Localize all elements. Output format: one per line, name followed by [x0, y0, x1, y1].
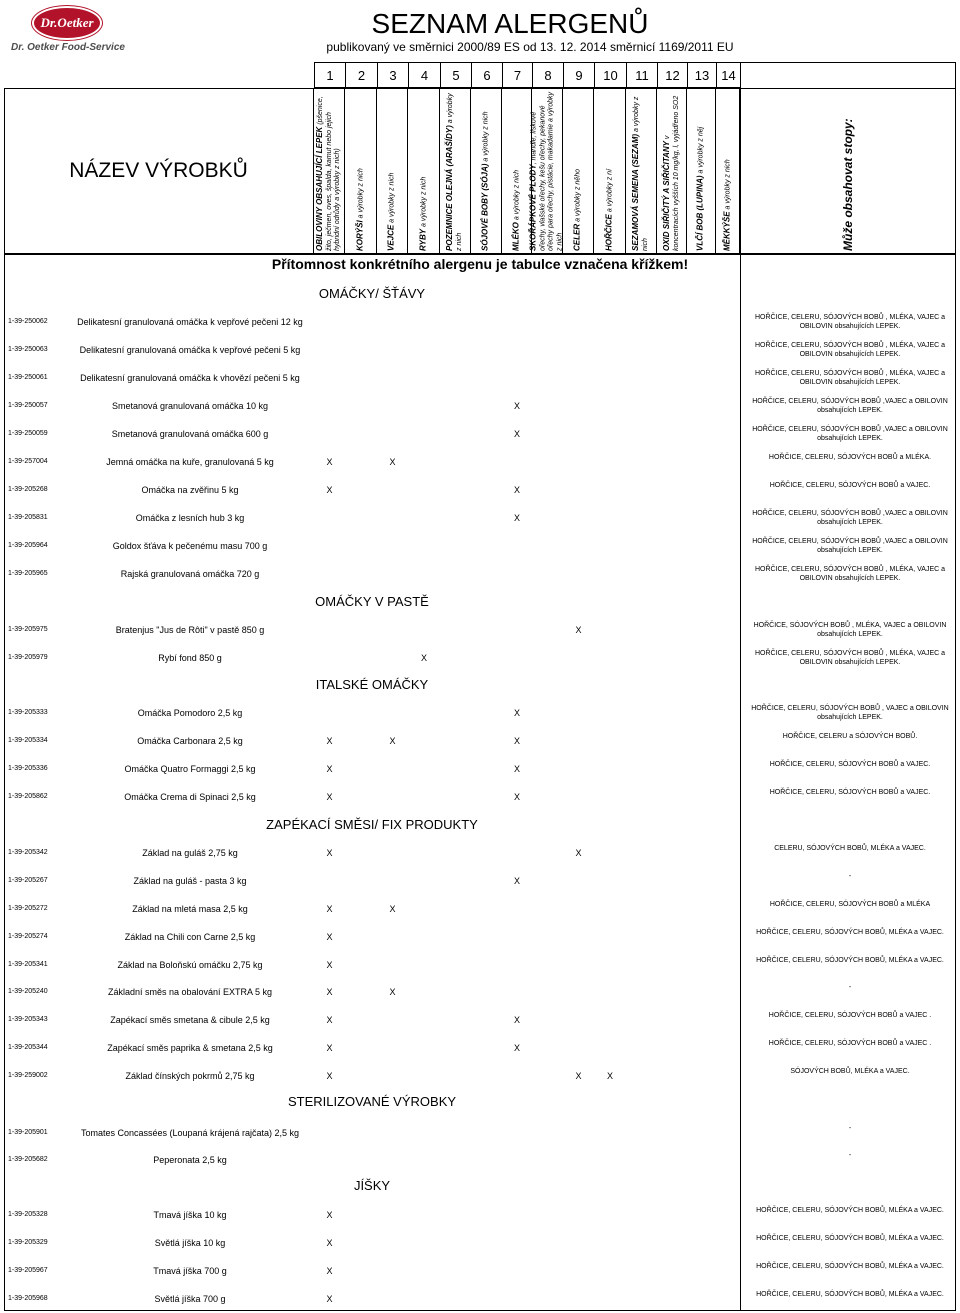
product-code: 1-39-205240: [8, 988, 48, 995]
product-name: Světlá jíška 10 kg: [154, 1238, 226, 1248]
brand-logo: [4, 4, 132, 56]
product-name: Rajská granulovaná omáčka 720 g: [120, 569, 260, 579]
product-code: 1-39-250059: [8, 430, 48, 437]
column-number: 13: [688, 63, 717, 87]
product-code: 1-39-205964: [8, 542, 48, 549]
traces-cell: HOŘČICE, CELERU, SÓJOVÝCH BOBŮ a VAJEC.: [769, 482, 931, 489]
allergen-mark: X: [326, 1210, 333, 1220]
product-name: Základ čínských pokrmů 2,75 kg: [125, 1071, 255, 1081]
product-code: 1-39-250063: [8, 346, 48, 353]
section-title: ZAPÉKACÍ SMĚSI/ FIX PRODUKTY: [266, 817, 478, 832]
product-name: Delikatesní granulovaná omáčka k vhovězí pečeni 5 kg: [80, 373, 300, 383]
product-name: Smetanová granulovaná omáčka 600 g: [111, 429, 269, 439]
traces-cell: SÓJOVÝCH BOBŮ, MLÉKA a VAJEC.: [790, 1068, 910, 1075]
product-name: Základ na guláš - pasta 3 kg: [133, 876, 247, 886]
section-title: ITALSKÉ OMÁČKY: [315, 677, 429, 692]
allergen-header: VEJCE a výrobky z nich: [377, 88, 408, 254]
allergen-mark: X: [420, 653, 427, 663]
product-name: Omáčka na zvěřinu 5 kg: [141, 485, 239, 495]
traces-cell: HOŘČICE, CELERU, SÓJOVÝCH BOBŮ , MLÉKA, VAJEC a OBILOVIN obsahujících LEPEK.: [754, 342, 946, 358]
allergen-mark: X: [326, 960, 333, 970]
product-name: Jemná omáčka na kuře, granulovaná 5 kg: [106, 457, 274, 467]
allergen-header: SEZAMOVÁ SEMENA (SEZAM) a výrobky z nich: [626, 88, 657, 254]
allergen-mark: X: [326, 904, 333, 914]
traces-cell: HOŘČICE, CELERU, SÓJOVÝCH BOBŮ a MLÉKA: [769, 901, 931, 908]
allergen-header: CELER a výrobky z něho: [563, 88, 594, 254]
column-number: 4: [409, 63, 441, 87]
product-name: Základ na mletá masa 2,5 kg: [132, 904, 248, 914]
column-number: 5: [441, 63, 472, 87]
column-number: 3: [378, 63, 409, 87]
allergen-mark: X: [513, 708, 520, 718]
allergen-mark: X: [389, 457, 396, 467]
allergen-mark: X: [326, 932, 333, 942]
allergen-mark: X: [326, 1266, 333, 1276]
product-name: Peperonata 2,5 kg: [153, 1155, 227, 1165]
product-name: Omáčka Carbonara 2,5 kg: [137, 736, 243, 746]
product-code: 1-39-205967: [8, 1267, 48, 1274]
logo-subtitle: Dr. Oetker Food-Service: [11, 42, 125, 53]
product-code: 1-39-205329: [8, 1239, 48, 1246]
allergen-mark: X: [513, 736, 520, 746]
traces-cell: HOŘČICE, CELERU, SÓJOVÝCH BOBŮ, MLÉKA a VAJEC.: [756, 1263, 944, 1270]
traces-cell: HOŘČICE, CELERU, SÓJOVÝCH BOBŮ , MLÉKA, VAJEC a OBILOVIN obsahujících LEPEK.: [754, 566, 946, 582]
product-code: 1-39-205334: [8, 737, 48, 744]
traces-cell: -: [848, 873, 852, 880]
product-code: 1-39-205343: [8, 1016, 48, 1023]
product-name: Omáčka z lesních hub 3 kg: [135, 513, 245, 523]
product-code: 1-39-205831: [8, 514, 48, 521]
allergen-mark: X: [326, 1071, 333, 1081]
allergen-mark: X: [326, 764, 333, 774]
product-name: Rybí fond 850 g: [158, 653, 222, 663]
product-code: 1-39-205272: [8, 905, 48, 912]
product-code: 1-39-205268: [8, 486, 48, 493]
traces-cell: HOŘČICE, CELERU, SÓJOVÝCH BOBŮ a VAJEC.: [769, 761, 931, 768]
traces-cell: HOŘČICE, SÓJOVÝCH BOBŮ , MLÉKA, VAJEC a OBILOVIN obsahujících LEPEK.: [753, 622, 947, 638]
traces-cell: HOŘČICE, CELERU, SÓJOVÝCH BOBŮ a VAJEC.: [769, 789, 931, 796]
product-code: 1-39-205342: [8, 849, 48, 856]
traces-cell: HOŘČICE, CELERU, SÓJOVÝCH BOBŮ a VAJEC .: [768, 1012, 932, 1019]
column-number: 7: [503, 63, 533, 87]
column-number: 1: [315, 63, 346, 87]
logo-oval: Dr.Oetker: [32, 6, 102, 40]
product-code: 1-39-205979: [8, 654, 48, 661]
traces-cell: HOŘČICE, CELERU, SÓJOVÝCH BOBŮ, MLÉKA a VAJEC.: [756, 1291, 944, 1298]
product-code: 1-39-205862: [8, 793, 48, 800]
allergen-mark: X: [326, 485, 333, 495]
allergen-mark: X: [326, 457, 333, 467]
column-number: 11: [627, 63, 658, 87]
product-name: Základ na Boloňskú omáčku 2,75 kg: [117, 960, 263, 970]
allergen-header: KORÝŠI a výrobky z nich: [345, 88, 377, 254]
product-code: 1-39-259002: [8, 1072, 48, 1079]
section-title: OMÁČKY V PASTĚ: [315, 594, 429, 609]
allergen-mark: X: [513, 513, 520, 523]
allergen-mark: X: [389, 987, 396, 997]
column-number: 12: [658, 63, 688, 87]
allergen-mark: X: [575, 848, 582, 858]
column-number: 2: [346, 63, 378, 87]
product-name: Světlá jíška 700 g: [154, 1294, 226, 1304]
allergen-header: HOŘČICE a výrobky z ní: [594, 88, 626, 254]
traces-cell: CELERU, SÓJOVÝCH BOBŮ, MLÉKA a VAJEC.: [774, 845, 926, 852]
product-name: Omáčka Quatro Formaggi 2,5 kg: [124, 764, 256, 774]
product-name: Tmavá jíška 10 kg: [153, 1210, 227, 1220]
column-number: 8: [533, 63, 564, 87]
allergen-mark: X: [326, 1238, 333, 1248]
allergen-header: SKOŘÁPKOVÉ PLODY, mandle, lískové ořechy, vlašské ořechy, kešu ořechy, pekanové ořechy para ořechy, pistácie, makadamie a výrobky z nich: [532, 88, 563, 254]
column-number-row: [314, 62, 741, 88]
page-subtitle: publikovaný ve směrnici 2000/89 ES od 13. 12. 2014 směrnicí 1169/2011 EU: [326, 40, 734, 54]
traces-cell: HOŘČICE, CELERU, SÓJOVÝCH BOBŮ, MLÉKA a VAJEC.: [756, 929, 944, 936]
name-column-header: NÁZEV VÝROBKŮ: [4, 88, 314, 254]
allergen-mark: X: [513, 792, 520, 802]
product-name: Omáčka Crema di Spinaci 2,5 kg: [124, 792, 256, 802]
product-code: 1-39-205341: [8, 961, 48, 968]
product-code: 1-39-250061: [8, 374, 48, 381]
traces-cell: HOŘČICE, CELERU a SÓJOVÝCH BOBŮ.: [782, 733, 918, 740]
column-number: 10: [595, 63, 627, 87]
traces-cell: -: [848, 1125, 852, 1132]
product-code: 1-39-205901: [8, 1129, 48, 1136]
column-number: 14: [717, 63, 741, 87]
product-code: 1-39-205333: [8, 709, 48, 716]
traces-cell: HOŘČICE, CELERU, SÓJOVÝCH BOBŮ , MLÉKA, VAJEC a OBILOVIN obsahujících LEPEK.: [754, 650, 946, 666]
allergen-mark: X: [513, 764, 520, 774]
product-code: 1-39-205336: [8, 765, 48, 772]
product-name: Tmavá jíška 700 g: [153, 1266, 227, 1276]
traces-cell: HOŘČICE, CELERU, SÓJOVÝCH BOBŮ , VAJEC a OBILOVIN obsahujících LEPEK.: [751, 705, 949, 721]
allergen-header: MĚKKÝŠE a výrobky z nich: [716, 88, 740, 254]
product-name: Omáčka Pomodoro 2,5 kg: [137, 708, 243, 718]
allergen-header: RYBY a výrobky z nich: [408, 88, 440, 254]
allergen-mark: X: [326, 1294, 333, 1304]
traces-cell: HOŘČICE, CELERU, SÓJOVÝCH BOBŮ, MLÉKA a VAJEC.: [756, 1207, 944, 1214]
product-name: Delikatesní granulovaná omáčka k vepřové pečeni 5 kg: [79, 345, 301, 355]
traces-header-label: Může obsahovat stopy:: [841, 118, 855, 251]
traces-cell: HOŘČICE, CELERU, SÓJOVÝCH BOBŮ ,VAJEC a OBILOVIN obsahujících LEPEK.: [752, 426, 948, 442]
section-title: STERILIZOVANÉ VÝROBKY: [287, 1094, 457, 1109]
allergen-header: SÓJOVÉ BOBY (SÓJA) a výrobky z nich: [471, 88, 502, 254]
product-name: Zapékací směs paprika & smetana 2,5 kg: [107, 1043, 273, 1053]
traces-cell: HOŘČICE, CELERU, SÓJOVÝCH BOBŮ ,VAJEC a OBILOVIN obsahujících LEPEK.: [752, 510, 948, 526]
allergen-header: POZEMNICE OLEJNÁ (ARAŠÍDY) a výrobky z nich: [440, 88, 471, 254]
allergen-mark: X: [513, 401, 520, 411]
product-name: Bratenjus "Jus de Rôti" v pastě 850 g: [115, 625, 265, 635]
traces-cell: HOŘČICE, CELERU, SÓJOVÝCH BOBŮ , MLÉKA, VAJEC a OBILOVIN obsahujících LEPEK.: [754, 370, 946, 386]
traces-cell: HOŘČICE, CELERU, SÓJOVÝCH BOBŮ, MLÉKA a VAJEC.: [756, 957, 944, 964]
section-title: OMÁČKY/ ŠŤÁVY: [318, 286, 426, 301]
product-code: 1-39-205975: [8, 626, 48, 633]
traces-cell: -: [848, 1152, 852, 1159]
product-code: 1-39-205968: [8, 1295, 48, 1302]
allergen-mark: X: [513, 1015, 520, 1025]
product-name: Smetanová granulovaná omáčka 10 kg: [111, 401, 269, 411]
product-code: 1-39-257004: [8, 458, 48, 465]
product-name: Základ na guláš 2,75 kg: [142, 848, 238, 858]
product-name: Základ na Chili con Carne 2,5 kg: [124, 932, 256, 942]
product-code: 1-39-205682: [8, 1156, 48, 1163]
traces-cell: HOŘČICE, CELERU, SÓJOVÝCH BOBŮ a MLÉKA.: [768, 454, 932, 461]
allergen-mark: X: [326, 1043, 333, 1053]
traces-cell: HOŘČICE, CELERU, SÓJOVÝCH BOBŮ a VAJEC .: [768, 1040, 932, 1047]
product-name: Základní směs na obalování EXTRA 5 kg: [107, 987, 273, 997]
allergen-header: OXID SIŘIČITÝ A SIŘIČITANY v koncentracích vyšších 10 mg/kg, l, vyjádřeno SO2: [657, 88, 687, 254]
allergen-mark: X: [513, 876, 520, 886]
product-code: 1-39-250057: [8, 402, 48, 409]
allergen-mark: X: [575, 625, 582, 635]
allergen-header: OBILOVINY OBSAHUJÍCÍ LEPEK (pšenice, žito, ječmen, oves, špalda, kamut nebo jejich hybridní odrůdy a výrobky z nich): [314, 88, 345, 254]
allergen-mark: X: [326, 987, 333, 997]
product-name: Goldox šťáva k pečenému masu 700 g: [112, 541, 268, 551]
allergen-mark: X: [389, 904, 396, 914]
column-number: 6: [472, 63, 503, 87]
allergen-mark: X: [513, 1043, 520, 1053]
product-code: 1-39-205965: [8, 570, 48, 577]
product-code: 1-39-205267: [8, 877, 48, 884]
allergen-header: MLÉKO a výrobky z nich: [502, 88, 532, 254]
product-code: 1-39-205274: [8, 933, 48, 940]
section-title: JÍŠKY: [353, 1178, 391, 1193]
allergen-mark: X: [326, 792, 333, 802]
traces-cell: HOŘČICE, CELERU, SÓJOVÝCH BOBŮ ,VAJEC a OBILOVIN obsahujících LEPEK.: [752, 538, 948, 554]
product-code: 1-39-205328: [8, 1211, 48, 1218]
legend-note: Přítomnost konkrétního alergenu je tabulce vznačena křížkem!: [271, 256, 689, 272]
traces-cell: HOŘČICE, CELERU, SÓJOVÝCH BOBŮ , MLÉKA, VAJEC a OBILOVIN obsahujících LEPEK.: [754, 314, 946, 330]
allergen-mark: X: [575, 1071, 582, 1081]
allergen-mark: X: [389, 736, 396, 746]
allergen-mark: X: [513, 429, 520, 439]
allergen-header: VLČÍ BOB (LUPINA) a výrobky z něj: [687, 88, 716, 254]
product-name: Zapékací směs smetana & cibule 2,5 kg: [110, 1015, 270, 1025]
allergen-mark: X: [513, 485, 520, 495]
allergen-mark: X: [326, 1015, 333, 1025]
product-name: Delikatesní granulovaná omáčka k vepřové pečeni 12 kg: [77, 317, 303, 327]
traces-cell: -: [848, 984, 852, 991]
product-name: Tomates Concassées (Loupaná krájená rajčata) 2,5 kg: [80, 1128, 300, 1138]
allergen-mark: X: [326, 736, 333, 746]
traces-cell: HOŘČICE, CELERU, SÓJOVÝCH BOBŮ ,VAJEC a OBILOVIN obsahujících LEPEK.: [752, 398, 948, 414]
traces-cell: HOŘČICE, CELERU, SÓJOVÝCH BOBŮ, MLÉKA a VAJEC.: [756, 1235, 944, 1242]
page-title: SEZNAM ALERGENŮ: [371, 8, 649, 39]
column-number: 9: [564, 63, 595, 87]
product-code: 1-39-205344: [8, 1044, 48, 1051]
allergen-mark: X: [606, 1071, 613, 1081]
allergen-mark: X: [326, 848, 333, 858]
product-code: 1-39-250062: [8, 318, 48, 325]
